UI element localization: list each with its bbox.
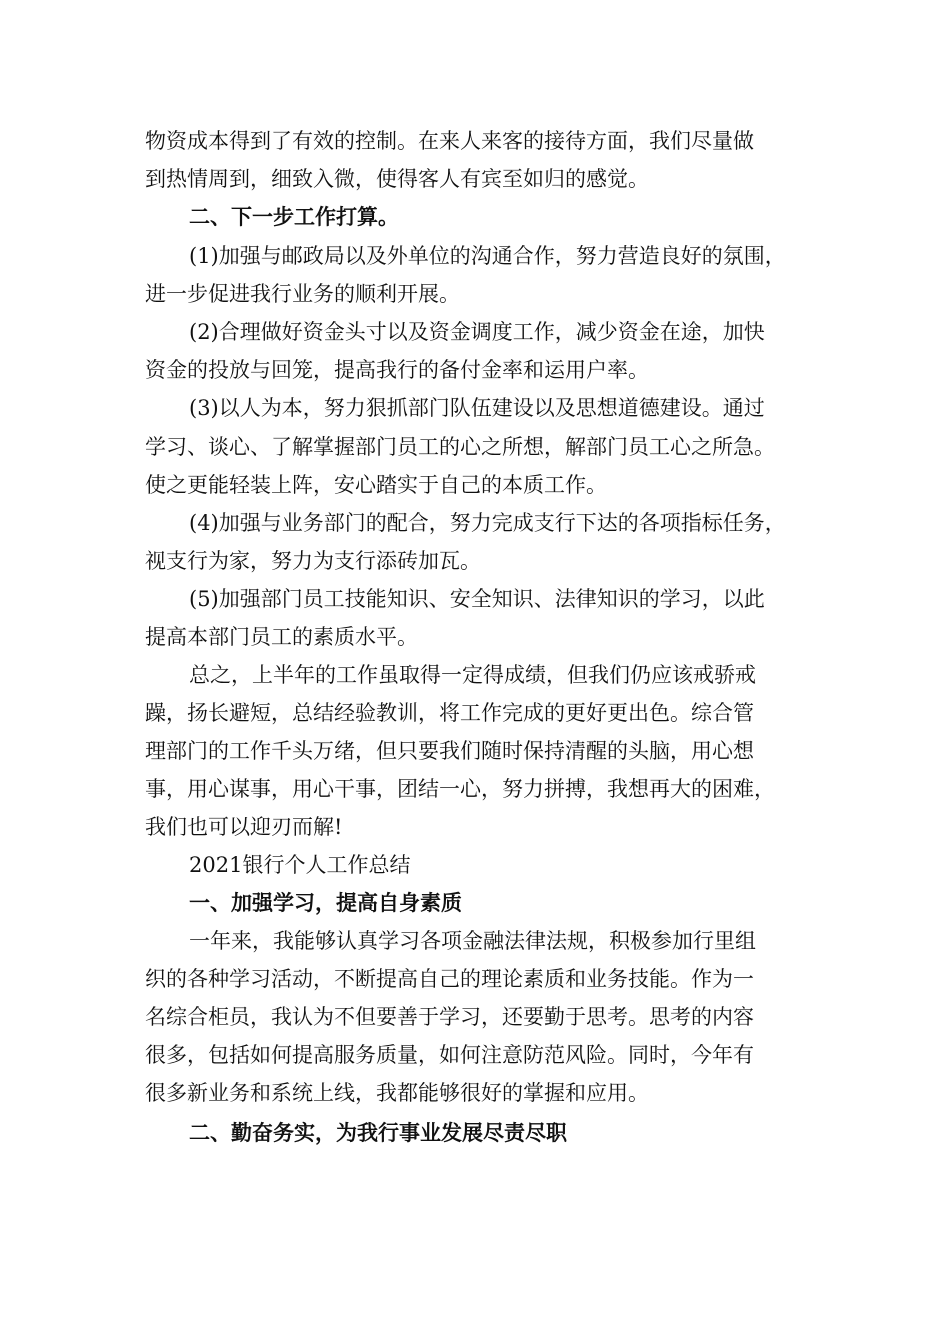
- paragraph-line: 名综合柜员，我认为不但要善于学习，还要勤于思考。思考的内容: [145, 1005, 754, 1029]
- paragraph-line: (4)加强与业务部门的配合，努力完成支行下达的各项指标任务，: [189, 511, 786, 535]
- paragraph-line: 我们也可以迎刃而解!: [145, 815, 343, 839]
- paragraph-line: 一年来，我能够认真学习各项金融法律法规，积极参加行里组: [189, 929, 756, 953]
- paragraph-line: 视支行为家，努力为支行添砖加瓦。: [145, 549, 481, 573]
- section-heading: 一、加强学习，提高自身素质: [189, 890, 462, 915]
- paragraph-line: 进一步促进我行业务的顺利开展。: [145, 282, 460, 306]
- paragraph-line: (5)加强部门员工技能知识、安全知识、法律知识的学习，以此: [189, 587, 765, 611]
- paragraph-line: 资金的投放与回笼，提高我行的备付金率和运用户率。: [145, 358, 649, 382]
- paragraph-line: (2)合理做好资金头寸以及资金调度工作，减少资金在途，加快: [189, 320, 765, 344]
- paragraph-line: 很多新业务和系统上线，我都能够很好的掌握和应用。: [145, 1081, 649, 1105]
- paragraph-line: 使之更能轻装上阵，安心踏实于自己的本质工作。: [145, 473, 607, 497]
- paragraph-line: 提高本部门员工的素质水平。: [145, 625, 418, 649]
- paragraph-line: (3)以人为本，努力狠抓部门队伍建设以及思想道德建设。通过: [189, 396, 765, 420]
- section-heading: 二、勤奋务实，为我行事业发展尽责尽职: [189, 1120, 567, 1145]
- paragraph-line: 事，用心谋事，用心干事，团结一心，努力拼搏，我想再大的困难，: [145, 777, 775, 801]
- paragraph-line: 到热情周到，细致入微，使得客人有宾至如归的感觉。: [145, 167, 649, 191]
- paragraph-line: (1)加强与邮政局以及外单位的沟通合作，努力营造良好的氛围，: [189, 244, 786, 268]
- section-heading: 二、下一步工作打算。: [189, 204, 399, 229]
- document-title: 2021银行个人工作总结: [189, 853, 411, 877]
- paragraph-line: 躁，扬长避短，总结经验教训，将工作完成的更好更出色。综合管: [145, 701, 754, 725]
- paragraph-line: 学习、谈心、了解掌握部门员工的心之所想，解部门员工心之所急。: [145, 435, 775, 459]
- paragraph-line: 总之，上半年的工作虽取得一定得成绩，但我们仍应该戒骄戒: [189, 663, 756, 687]
- paragraph-line: 理部门的工作千头万绪，但只要我们随时保持清醒的头脑，用心想: [145, 739, 754, 763]
- paragraph-line: 物资成本得到了有效的控制。在来人来客的接待方面，我们尽量做: [145, 129, 754, 153]
- paragraph-line: 很多，包括如何提高服务质量，如何注意防范风险。同时，今年有: [145, 1043, 754, 1067]
- paragraph-line: 织的各种学习活动，不断提高自己的理论素质和业务技能。作为一: [145, 967, 754, 991]
